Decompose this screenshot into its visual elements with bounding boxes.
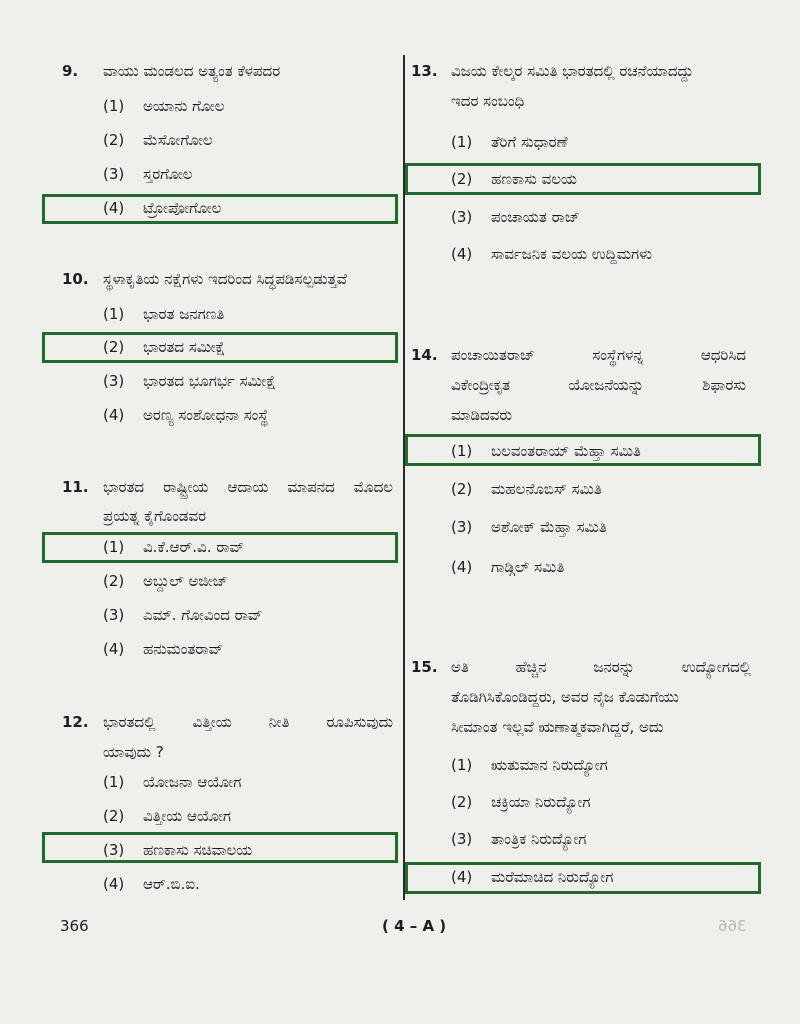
option-2: (2) ಮೆಸೋಗೋಲ (103, 131, 213, 149)
option-1: (1) ವಿ.ಕೆ.ಆರ್.ವಿ. ರಾವ್ (103, 538, 244, 556)
question-number: 12. (62, 713, 89, 731)
question-text-line-3: ಸೀಮಾಂತ ಇಲ್ಲವೆ ಋಣಾತ್ಮಕವಾಗಿದ್ದರೆ, ಅದು (451, 718, 664, 736)
question-number: 11. (62, 478, 89, 496)
question-text-line-1: ವಿಜಯ ಕೇಲ್ಕರ ಸಮಿತಿ ಭಾರತದಲ್ಲಿ ರಚನೆಯಾದದ್ದು (451, 62, 694, 80)
option-1: (1) ಅಯಾನು ಗೋಲ (103, 97, 225, 115)
option-4: (4) ಸಾರ್ವಜನಿಕ ವಲಯ ಉದ್ದಿಮಗಳು (451, 245, 653, 263)
question-text-line-2: ಯಾವುದು ? (103, 743, 164, 761)
question-number: 9. (62, 62, 79, 80)
option-4: (4) ಆರ್.ಬಿ.ಐ. (103, 875, 200, 893)
question-number: 10. (62, 270, 89, 288)
question-text-line-2: ವಿಕೇಂದ್ರೀಕೃತ ಯೋಜನೆಯನ್ನು ಶಿಫಾರಸು (451, 376, 746, 394)
option-3: (3) ಭಾರತದ ಭೂಗರ್ಭ ಸಮೀಕ್ಷೆ (103, 372, 276, 390)
question-number: 15. (411, 658, 438, 676)
option-2: (2) ಚಕ್ರಿಯಾ ನಿರುದ್ಯೋಗ (451, 793, 591, 811)
answer-highlight-box (405, 434, 761, 466)
option-3: (3) ಹಣಕಾಸು ಸಚಿವಾಲಯ (103, 841, 253, 859)
option-1: (1) ಯೋಜನಾ ಆಯೋಗ (103, 773, 242, 791)
answer-highlight-box (42, 832, 398, 863)
option-4: (4) ಗಾಡ್ಗಿಲ್ ಸಮಿತಿ (451, 558, 565, 576)
answer-highlight-box (405, 862, 761, 894)
page-number: 366 (60, 917, 89, 935)
question-text-line-1: ಭಾರತದಲ್ಲಿ ವಿತ್ತೀಯ ನೀತಿ ರೂಪಿಸುವುದು (103, 713, 393, 731)
answer-highlight-box (42, 532, 398, 563)
option-4: (4) ಅರಣ್ಯ ಸಂಶೋಧನಾ ಸಂಸ್ಥೆ (103, 406, 269, 424)
option-3: (3) ಎಮ್. ಗೋವಿಂದ ರಾವ್ (103, 606, 263, 624)
answer-highlight-box (42, 332, 398, 363)
option-3: (3) ಅಶೋಕ್ ಮೆಹ್ತಾ ಸಮಿತಿ (451, 518, 607, 536)
option-1: (1) ತೆರಿಗೆ ಸುಧಾರಣೆ (451, 133, 568, 151)
option-3: (3) ತಾಂತ್ರಿಕ ನಿರುದ್ಯೋಗ (451, 830, 587, 848)
booklet-code: ( 4 – A ) (382, 917, 447, 935)
question-text-line-3: ಮಾಡಿದವರು (451, 406, 513, 424)
option-3: (3) ಸ್ತರಗೋಲ (103, 165, 193, 183)
answer-highlight-box (42, 194, 398, 224)
answer-highlight-box (405, 163, 761, 195)
question-text-line-1: ಭಾರತದ ರಾಷ್ಟ್ರೀಯ ಆದಾಯ ಮಾಪನದ ಮೊದಲ (103, 478, 393, 496)
option-4: (4) ಟ್ರೋಪೋಗೋಲ (103, 199, 222, 217)
mirrored-page-number: 366 (718, 917, 747, 935)
question-text-line-1: ಪಂಚಾಯಿತರಾಜ್ ಸಂಸ್ಥೆಗಳನ್ನ ಆಧರಿಸಿದ (451, 346, 746, 364)
option-2: (2) ಹಣಕಾಸು ವಲಯ (451, 170, 577, 188)
option-1: (1) ಋತುಮಾನ ನಿರುದ್ಯೋಗ (451, 756, 608, 774)
option-1: (1) ಬಲವಂತರಾಯ್ ಮೆಹ್ತಾ ಸಮಿತಿ (451, 442, 641, 460)
question-text-line-2: ಇದರ ಸಂಬಂಧಿ (451, 92, 525, 110)
option-2: (2) ವಿತ್ತೀಯ ಆಯೋಗ (103, 807, 232, 825)
option-2: (2) ಭಾರತದ ಸಮೀಕ್ಷೆ (103, 338, 226, 356)
question-number: 14. (411, 346, 438, 364)
option-2: (2) ಅಬ್ದುಲ್ ಅಜೀಜ್ (103, 572, 228, 590)
option-2: (2) ಮಹಲನೊಬಿಸ್ ಸಮಿತಿ (451, 480, 602, 498)
option-4: (4) ಹನುಮಂತರಾವ್ (103, 640, 224, 658)
option-3: (3) ಪಂಚಾಯತ ರಾಜ್ (451, 208, 580, 226)
option-1: (1) ಭಾರತ ಜನಗಣತಿ (103, 305, 225, 323)
question-text-line-1: ಅತಿ ಹೆಚ್ಚಿನ ಜನರನ್ನು ಉದ್ಯೋಗದಲ್ಲಿ (451, 658, 751, 676)
question-text-line-2: ಪ್ರಯತ್ನ ಕೈಗೊಂಡವರ (103, 507, 207, 525)
question-text-line-2: ತೊಡಿಗಿಸಿಕೊಂಡಿದ್ದರು, ಅವರ ನೈಜ ಕೊಡುಗೆಯು (451, 688, 679, 706)
option-4: (4) ಮರೆಮಾಚಿದ ನಿರುದ್ಯೋಗ (451, 868, 614, 886)
question-text: ಸ್ಥಳಾಕೃತಿಯ ನಕ್ಷೆಗಳು ಇದರಿಂದ ಸಿದ್ಧಪಡಿಸಲ್ಪಡುತ್ತವೆ (103, 270, 348, 288)
question-number: 13. (411, 62, 438, 80)
question-text: ವಾಯು ಮಂಡಲದ ಅತ್ಯಂತ ಕೆಳಪದರ (103, 62, 281, 80)
